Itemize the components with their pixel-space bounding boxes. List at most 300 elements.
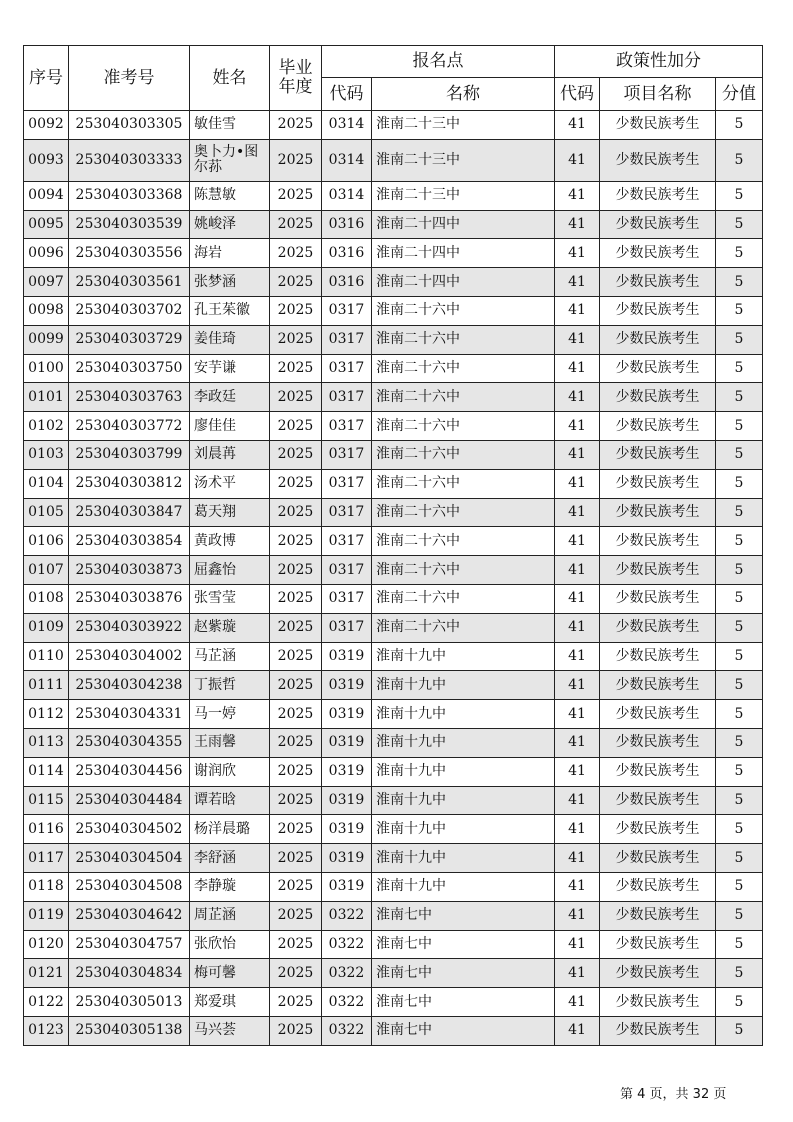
header-site-name: 名称 [372,78,555,111]
table-row [24,844,763,873]
cell-bonus-score: 5 [716,757,763,786]
table-row [24,959,763,988]
cell-bonus-code: 41 [555,930,600,959]
cell-bonus-item: 少数民族考生 [600,498,716,527]
cell-bonus-score: 5 [716,268,763,297]
cell-bonus-score: 5 [716,325,763,354]
cell-grad-year: 2025 [270,181,322,210]
cell-bonus-code: 41 [555,988,600,1017]
cell-bonus-code: 41 [555,139,600,181]
cell-bonus-item: 少数民族考生 [600,296,716,325]
cell-site-name: 淮南十九中 [372,671,555,700]
cell-exam-no: 253040303847 [69,498,190,527]
cell-site-name: 淮南七中 [372,1016,555,1045]
table-header [24,46,763,111]
cell-grad-year: 2025 [270,613,322,642]
table-row [24,412,763,441]
header-exam-no: 准考号 [69,46,190,111]
cell-exam-no: 253040303763 [69,383,190,412]
cell-name: 谢润欣 [190,757,270,786]
cell-grad-year: 2025 [270,111,322,140]
table-row [24,757,763,786]
cell-seq: 0116 [24,815,69,844]
table-row [24,584,763,613]
header-bonus-code: 代码 [555,78,600,111]
cell-bonus-code: 41 [555,901,600,930]
cell-seq: 0097 [24,268,69,297]
cell-bonus-item: 少数民族考生 [600,469,716,498]
cell-bonus-item: 少数民族考生 [600,930,716,959]
cell-bonus-score: 5 [716,239,763,268]
cell-name: 王雨馨 [190,728,270,757]
cell-bonus-item: 少数民族考生 [600,584,716,613]
cell-seq: 0095 [24,210,69,239]
cell-name: 孔王茱徽 [190,296,270,325]
cell-site-name: 淮南十九中 [372,872,555,901]
cell-bonus-item: 少数民族考生 [600,181,716,210]
cell-grad-year: 2025 [270,556,322,585]
cell-seq: 0104 [24,469,69,498]
page-footer: 第 4 页，共 32 页 [620,1087,727,1102]
cell-grad-year: 2025 [270,959,322,988]
cell-bonus-score: 5 [716,959,763,988]
cell-seq: 0096 [24,239,69,268]
cell-seq: 0106 [24,527,69,556]
cell-exam-no: 253040303556 [69,239,190,268]
cell-exam-no: 253040304502 [69,815,190,844]
cell-site-code: 0314 [322,139,372,181]
cell-bonus-score: 5 [716,671,763,700]
cell-seq: 0110 [24,642,69,671]
cell-site-name: 淮南十九中 [372,642,555,671]
cell-site-code: 0317 [322,556,372,585]
cell-site-name: 淮南二十六中 [372,383,555,412]
cell-bonus-item: 少数民族考生 [600,901,716,930]
cell-name: 廖佳佳 [190,412,270,441]
cell-bonus-code: 41 [555,556,600,585]
cell-site-name: 淮南二十六中 [372,469,555,498]
cell-name: 海岩 [190,239,270,268]
cell-bonus-code: 41 [555,412,600,441]
cell-site-code: 0319 [322,642,372,671]
table-row [24,181,763,210]
cell-bonus-score: 5 [716,412,763,441]
cell-site-name: 淮南二十六中 [372,584,555,613]
cell-site-code: 0317 [322,440,372,469]
table-row [24,613,763,642]
cell-site-code: 0319 [322,671,372,700]
cell-grad-year: 2025 [270,930,322,959]
table-row [24,210,763,239]
cell-name: 马芷涵 [190,642,270,671]
cell-name: 张雪莹 [190,584,270,613]
table-row [24,642,763,671]
cell-site-code: 0319 [322,786,372,815]
header-grad-year [270,46,322,111]
cell-grad-year: 2025 [270,757,322,786]
cell-bonus-code: 41 [555,786,600,815]
cell-exam-no: 253040305013 [69,988,190,1017]
table-row [24,498,763,527]
cell-bonus-code: 41 [555,440,600,469]
cell-bonus-code: 41 [555,671,600,700]
cell-exam-no: 253040303561 [69,268,190,297]
cell-bonus-item: 少数民族考生 [600,872,716,901]
cell-bonus-item: 少数民族考生 [600,613,716,642]
cell-seq: 0103 [24,440,69,469]
cell-exam-no: 253040304238 [69,671,190,700]
cell-name: 周芷涵 [190,901,270,930]
cell-grad-year: 2025 [270,844,322,873]
cell-bonus-score: 5 [716,872,763,901]
cell-bonus-score: 5 [716,556,763,585]
cell-bonus-code: 41 [555,527,600,556]
cell-bonus-score: 5 [716,815,763,844]
cell-grad-year: 2025 [270,440,322,469]
cell-name: 屈鑫怡 [190,556,270,585]
cell-bonus-item: 少数民族考生 [600,671,716,700]
cell-site-code: 0317 [322,296,372,325]
cell-site-name: 淮南二十六中 [372,527,555,556]
cell-site-name: 淮南二十六中 [372,556,555,585]
table-row [24,139,763,181]
cell-site-name: 淮南二十六中 [372,325,555,354]
table-row [24,325,763,354]
cell-site-code: 0322 [322,1016,372,1045]
cell-site-code: 0319 [322,757,372,786]
cell-seq: 0099 [24,325,69,354]
cell-bonus-item: 少数民族考生 [600,325,716,354]
cell-site-code: 0317 [322,412,372,441]
cell-grad-year: 2025 [270,728,322,757]
cell-exam-no: 253040303922 [69,613,190,642]
cell-bonus-item: 少数民族考生 [600,786,716,815]
cell-bonus-item: 少数民族考生 [600,959,716,988]
cell-grad-year: 2025 [270,872,322,901]
cell-exam-no: 253040303772 [69,412,190,441]
table-row [24,527,763,556]
cell-name: 马兴荟 [190,1016,270,1045]
cell-seq: 0108 [24,584,69,613]
cell-seq: 0101 [24,383,69,412]
cell-name: 郑爱琪 [190,988,270,1017]
cell-seq: 0092 [24,111,69,140]
cell-bonus-score: 5 [716,210,763,239]
cell-grad-year: 2025 [270,139,322,181]
cell-bonus-item: 少数民族考生 [600,139,716,181]
cell-site-code: 0319 [322,844,372,873]
table-row [24,383,763,412]
cell-name: 张欣怡 [190,930,270,959]
cell-exam-no: 253040303305 [69,111,190,140]
cell-site-code: 0319 [322,700,372,729]
cell-bonus-score: 5 [716,988,763,1017]
cell-name: 奥卜力•图尔荪 [190,139,270,181]
cell-name: 刘晨苒 [190,440,270,469]
cell-site-name: 淮南二十六中 [372,354,555,383]
header-bonus-group: 政策性加分 [555,46,763,78]
cell-bonus-code: 41 [555,700,600,729]
table-body [24,111,763,1046]
cell-bonus-code: 41 [555,325,600,354]
cell-site-code: 0317 [322,469,372,498]
cell-bonus-item: 少数民族考生 [600,556,716,585]
cell-exam-no: 253040303729 [69,325,190,354]
cell-seq: 0119 [24,901,69,930]
cell-bonus-item: 少数民族考生 [600,988,716,1017]
cell-exam-no: 253040303333 [69,139,190,181]
cell-name: 赵紫璇 [190,613,270,642]
cell-seq: 0100 [24,354,69,383]
cell-name: 马一婷 [190,700,270,729]
cell-seq: 0105 [24,498,69,527]
cell-seq: 0123 [24,1016,69,1045]
header-site-group: 报名点 [322,46,555,78]
table-row [24,700,763,729]
table-row [24,988,763,1017]
cell-bonus-score: 5 [716,700,763,729]
cell-bonus-code: 41 [555,1016,600,1045]
cell-name: 张梦涵 [190,268,270,297]
cell-grad-year: 2025 [270,412,322,441]
cell-site-code: 0319 [322,815,372,844]
cell-site-code: 0317 [322,613,372,642]
cell-bonus-score: 5 [716,354,763,383]
cell-exam-no: 253040305138 [69,1016,190,1045]
table-row [24,815,763,844]
cell-bonus-score: 5 [716,527,763,556]
cell-site-name: 淮南十九中 [372,700,555,729]
cell-exam-no: 253040304504 [69,844,190,873]
cell-site-name: 淮南二十六中 [372,440,555,469]
cell-grad-year: 2025 [270,239,322,268]
cell-bonus-score: 5 [716,844,763,873]
cell-site-name: 淮南十九中 [372,844,555,873]
cell-bonus-item: 少数民族考生 [600,844,716,873]
cell-bonus-code: 41 [555,872,600,901]
cell-site-name: 淮南七中 [372,988,555,1017]
cell-exam-no: 253040303854 [69,527,190,556]
cell-bonus-item: 少数民族考生 [600,383,716,412]
cell-bonus-item: 少数民族考生 [600,642,716,671]
cell-grad-year: 2025 [270,584,322,613]
cell-site-code: 0317 [322,584,372,613]
cell-grad-year: 2025 [270,210,322,239]
cell-site-name: 淮南二十三中 [372,111,555,140]
cell-seq: 0109 [24,613,69,642]
cell-grad-year: 2025 [270,325,322,354]
cell-exam-no: 253040304355 [69,728,190,757]
cell-exam-no: 253040303539 [69,210,190,239]
cell-bonus-score: 5 [716,139,763,181]
cell-name: 谭若晗 [190,786,270,815]
cell-site-name: 淮南十九中 [372,757,555,786]
table-row [24,469,763,498]
table-row [24,556,763,585]
cell-site-code: 0316 [322,268,372,297]
cell-grad-year: 2025 [270,815,322,844]
cell-grad-year: 2025 [270,988,322,1017]
cell-bonus-item: 少数民族考生 [600,815,716,844]
table-row [24,268,763,297]
cell-grad-year: 2025 [270,901,322,930]
cell-bonus-item: 少数民族考生 [600,728,716,757]
cell-site-name: 淮南二十四中 [372,268,555,297]
cell-exam-no: 253040304002 [69,642,190,671]
cell-bonus-code: 41 [555,210,600,239]
cell-exam-no: 253040303812 [69,469,190,498]
cell-name: 敏佳雪 [190,111,270,140]
table-row [24,296,763,325]
table-row [24,872,763,901]
cell-bonus-score: 5 [716,440,763,469]
cell-site-code: 0322 [322,959,372,988]
cell-seq: 0112 [24,700,69,729]
cell-site-code: 0314 [322,181,372,210]
cell-name: 李舒涵 [190,844,270,873]
cell-bonus-item: 少数民族考生 [600,440,716,469]
cell-name: 梅可馨 [190,959,270,988]
cell-site-code: 0319 [322,728,372,757]
cell-seq: 0115 [24,786,69,815]
header-grad-year-label: 毕业年度 [278,58,313,97]
header-bonus-score: 分值 [716,78,763,111]
cell-bonus-code: 41 [555,239,600,268]
cell-bonus-code: 41 [555,757,600,786]
cell-grad-year: 2025 [270,1016,322,1045]
cell-exam-no: 253040303368 [69,181,190,210]
cell-site-code: 0322 [322,901,372,930]
cell-grad-year: 2025 [270,498,322,527]
cell-bonus-code: 41 [555,268,600,297]
cell-exam-no: 253040304456 [69,757,190,786]
table-row [24,728,763,757]
cell-site-code: 0316 [322,210,372,239]
cell-bonus-code: 41 [555,111,600,140]
cell-bonus-code: 41 [555,354,600,383]
cell-bonus-code: 41 [555,469,600,498]
cell-bonus-code: 41 [555,181,600,210]
cell-site-name: 淮南二十三中 [372,181,555,210]
cell-grad-year: 2025 [270,527,322,556]
cell-bonus-item: 少数民族考生 [600,268,716,297]
cell-exam-no: 253040304331 [69,700,190,729]
cell-site-code: 0319 [322,872,372,901]
cell-site-code: 0322 [322,930,372,959]
cell-site-code: 0316 [322,239,372,268]
table-row [24,786,763,815]
header-seq: 序号 [24,46,69,111]
cell-site-name: 淮南二十六中 [372,613,555,642]
cell-bonus-score: 5 [716,728,763,757]
cell-bonus-score: 5 [716,613,763,642]
cell-name: 葛天翔 [190,498,270,527]
cell-bonus-score: 5 [716,296,763,325]
cell-name: 杨洋晨璐 [190,815,270,844]
cell-grad-year: 2025 [270,354,322,383]
cell-seq: 0113 [24,728,69,757]
cell-site-name: 淮南七中 [372,901,555,930]
cell-seq: 0121 [24,959,69,988]
cell-exam-no: 253040304757 [69,930,190,959]
cell-exam-no: 253040304484 [69,786,190,815]
cell-bonus-score: 5 [716,930,763,959]
candidate-table [23,45,763,1046]
cell-seq: 0098 [24,296,69,325]
cell-site-name: 淮南七中 [372,959,555,988]
header-site-code: 代码 [322,78,372,111]
cell-name: 汤术平 [190,469,270,498]
cell-bonus-code: 41 [555,959,600,988]
cell-bonus-item: 少数民族考生 [600,210,716,239]
cell-bonus-score: 5 [716,469,763,498]
cell-grad-year: 2025 [270,642,322,671]
cell-bonus-code: 41 [555,642,600,671]
cell-bonus-code: 41 [555,296,600,325]
cell-exam-no: 253040304642 [69,901,190,930]
cell-bonus-item: 少数民族考生 [600,239,716,268]
cell-site-code: 0317 [322,383,372,412]
cell-site-name: 淮南十九中 [372,786,555,815]
table-row [24,901,763,930]
cell-seq: 0117 [24,844,69,873]
cell-site-code: 0317 [322,498,372,527]
cell-grad-year: 2025 [270,469,322,498]
cell-seq: 0120 [24,930,69,959]
cell-bonus-score: 5 [716,642,763,671]
cell-bonus-score: 5 [716,786,763,815]
cell-bonus-score: 5 [716,111,763,140]
cell-seq: 0093 [24,139,69,181]
cell-name: 安芋谦 [190,354,270,383]
cell-site-code: 0322 [322,988,372,1017]
cell-site-name: 淮南二十六中 [372,412,555,441]
table-row [24,111,763,140]
cell-name: 陈慧敏 [190,181,270,210]
cell-bonus-code: 41 [555,815,600,844]
cell-seq: 0122 [24,988,69,1017]
table-row [24,239,763,268]
cell-bonus-code: 41 [555,844,600,873]
cell-bonus-item: 少数民族考生 [600,1016,716,1045]
cell-site-code: 0317 [322,325,372,354]
cell-grad-year: 2025 [270,268,322,297]
cell-site-name: 淮南二十六中 [372,498,555,527]
cell-bonus-item: 少数民族考生 [600,354,716,383]
table-row [24,354,763,383]
cell-exam-no: 253040303750 [69,354,190,383]
cell-seq: 0094 [24,181,69,210]
cell-site-name: 淮南二十三中 [372,139,555,181]
cell-exam-no: 253040303702 [69,296,190,325]
cell-grad-year: 2025 [270,700,322,729]
cell-bonus-item: 少数民族考生 [600,700,716,729]
cell-exam-no: 253040303873 [69,556,190,585]
cell-bonus-item: 少数民族考生 [600,757,716,786]
cell-seq: 0118 [24,872,69,901]
header-name: 姓名 [190,46,270,111]
table-row [24,930,763,959]
cell-bonus-score: 5 [716,901,763,930]
cell-bonus-code: 41 [555,383,600,412]
cell-exam-no: 253040303799 [69,440,190,469]
cell-bonus-item: 少数民族考生 [600,412,716,441]
cell-site-name: 淮南十九中 [372,728,555,757]
cell-seq: 0111 [24,671,69,700]
cell-bonus-code: 41 [555,584,600,613]
cell-name: 姜佳琦 [190,325,270,354]
cell-bonus-code: 41 [555,613,600,642]
